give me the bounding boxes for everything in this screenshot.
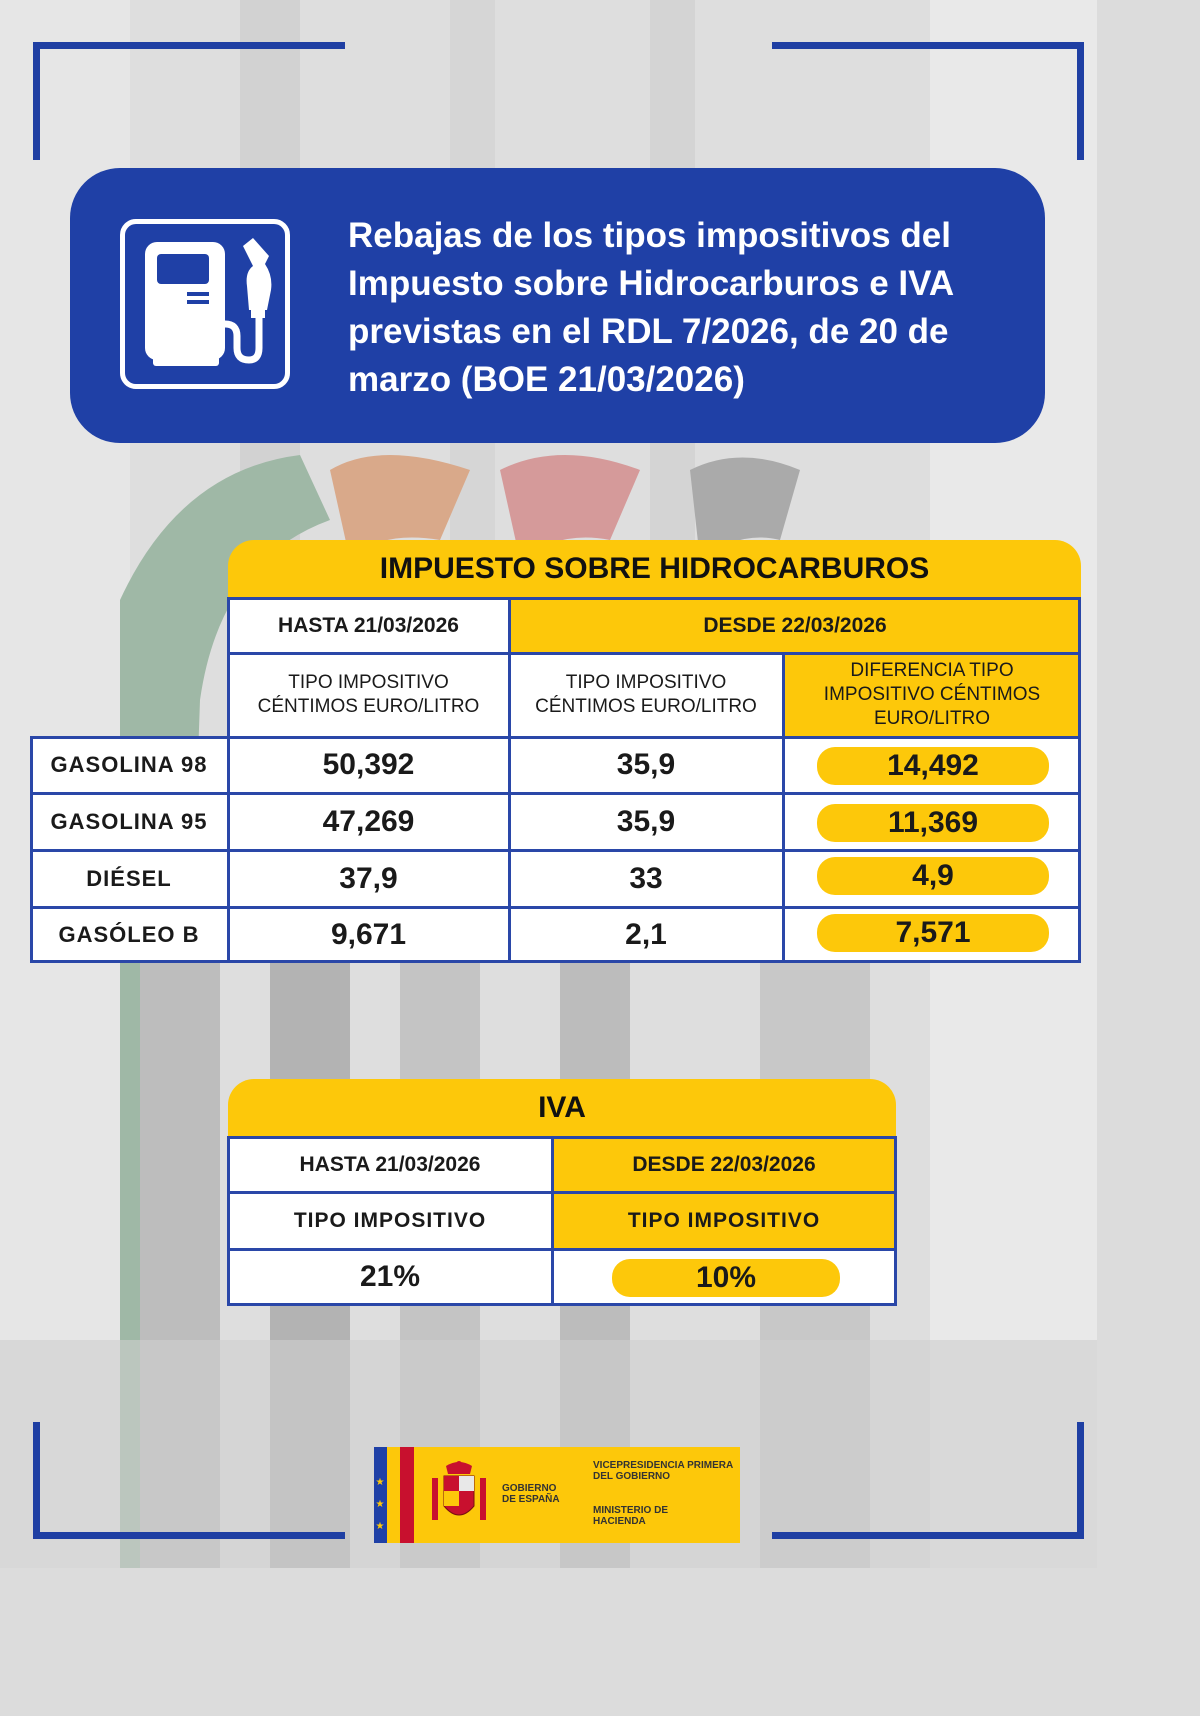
coat-of-arms-icon (424, 1458, 494, 1530)
table-border (30, 906, 1081, 909)
table-border (228, 1248, 896, 1251)
row-label-diesel: DIÉSEL (30, 850, 228, 907)
row-label-gasolina-95: GASOLINA 95 (30, 793, 228, 850)
cell-desde-gasoleo-b: 2,1 (509, 907, 783, 962)
svg-text:★: ★ (375, 1499, 385, 1510)
corner-top-right-h (772, 42, 1084, 49)
table-border (30, 736, 33, 963)
corner-top-left-v (33, 42, 40, 160)
table-border (782, 652, 785, 963)
iva-val-desde: 10% (612, 1259, 840, 1297)
flag-stripe-icon (374, 1447, 414, 1543)
corner-bottom-left-v (33, 1422, 40, 1539)
fuel-pump-icon (120, 219, 290, 389)
cell-hasta-diesel: 37,9 (228, 850, 509, 907)
iva-sub-desde: TIPO IMPOSITIVO (552, 1192, 896, 1249)
cell-hasta-gasolina-95: 47,269 (228, 793, 509, 850)
cell-desde-gasolina-98: 35,9 (509, 737, 783, 793)
table-border (30, 849, 1081, 852)
sub-hasta-header: TIPO IMPOSITIVO CÉNTIMOS EURO/LITRO (228, 653, 509, 737)
iva-val-hasta: 21% (228, 1249, 552, 1305)
cell-desde-gasolina-95: 35,9 (509, 793, 783, 850)
table-border (30, 960, 1081, 963)
hidrocarburos-title: IMPUESTO SOBRE HIDROCARBUROS (228, 540, 1081, 598)
table-border (30, 736, 1081, 739)
table-border (228, 1191, 896, 1194)
iva-title: IVA (228, 1079, 896, 1137)
table-border (228, 1303, 896, 1306)
svg-text:★: ★ (375, 1477, 385, 1488)
table-border (228, 597, 1081, 600)
table-border (30, 792, 1081, 795)
col-desde-header: DESDE 22/03/2026 (509, 598, 1081, 653)
table-border (228, 652, 1081, 655)
table-border (1078, 597, 1081, 963)
iva-sub-hasta: TIPO IMPOSITIVO (228, 1192, 552, 1249)
cell-diferencia-gasolina-95: 11,369 (817, 804, 1049, 842)
ministerio-label: MINISTERIO DE HACIENDA (593, 1505, 669, 1527)
table-border (508, 597, 511, 963)
page-title: Rebajas de los tipos impositivos del Impuesto sobre Hidrocarburos e IVA previstas en el RDL 7/2026, de 20 de marzo (BOE 21/03/2026) (348, 216, 953, 399)
cell-diferencia-gasolina-98: 14,492 (817, 747, 1049, 785)
sub-desde-header: TIPO IMPOSITIVO CÉNTIMOS EURO/LITRO (509, 653, 783, 737)
table-border (551, 1136, 554, 1306)
corner-top-left-h (33, 42, 345, 49)
cell-hasta-gasoleo-b: 9,671 (228, 907, 509, 962)
row-label-gasolina-98: GASOLINA 98 (30, 737, 228, 793)
table-border (227, 1136, 230, 1306)
col-hasta-header: HASTA 21/03/2026 (228, 598, 509, 653)
cell-hasta-gasolina-98: 50,392 (228, 737, 509, 793)
corner-bottom-left-h (33, 1532, 345, 1539)
sub-diferencia-header: DIFERENCIA TIPO IMPOSITIVO CÉNTIMOS EURO/LITRO (783, 653, 1081, 737)
iva-col-hasta-header: HASTA 21/03/2026 (228, 1137, 552, 1192)
cell-desde-diesel: 33 (509, 850, 783, 907)
iva-col-desde-header: DESDE 22/03/2026 (552, 1137, 896, 1192)
corner-bottom-right-h (772, 1532, 1084, 1539)
corner-top-right-v (1077, 42, 1084, 160)
cell-diferencia-diesel: 4,9 (817, 857, 1049, 895)
table-border (228, 1136, 896, 1139)
table-border (894, 1136, 897, 1306)
row-label-gasoleo-b: GASÓLEO B (30, 907, 228, 962)
corner-bottom-right-v (1077, 1422, 1084, 1539)
cell-diferencia-gasoleo-b: 7,571 (817, 914, 1049, 952)
table-border (227, 597, 230, 963)
svg-text:★: ★ (375, 1521, 385, 1532)
gobierno-label: GOBIERNO DE ESPAÑA (502, 1483, 560, 1505)
vicepresidencia-label: VICEPRESIDENCIA PRIMERA DEL GOBIERNO (593, 1460, 733, 1482)
